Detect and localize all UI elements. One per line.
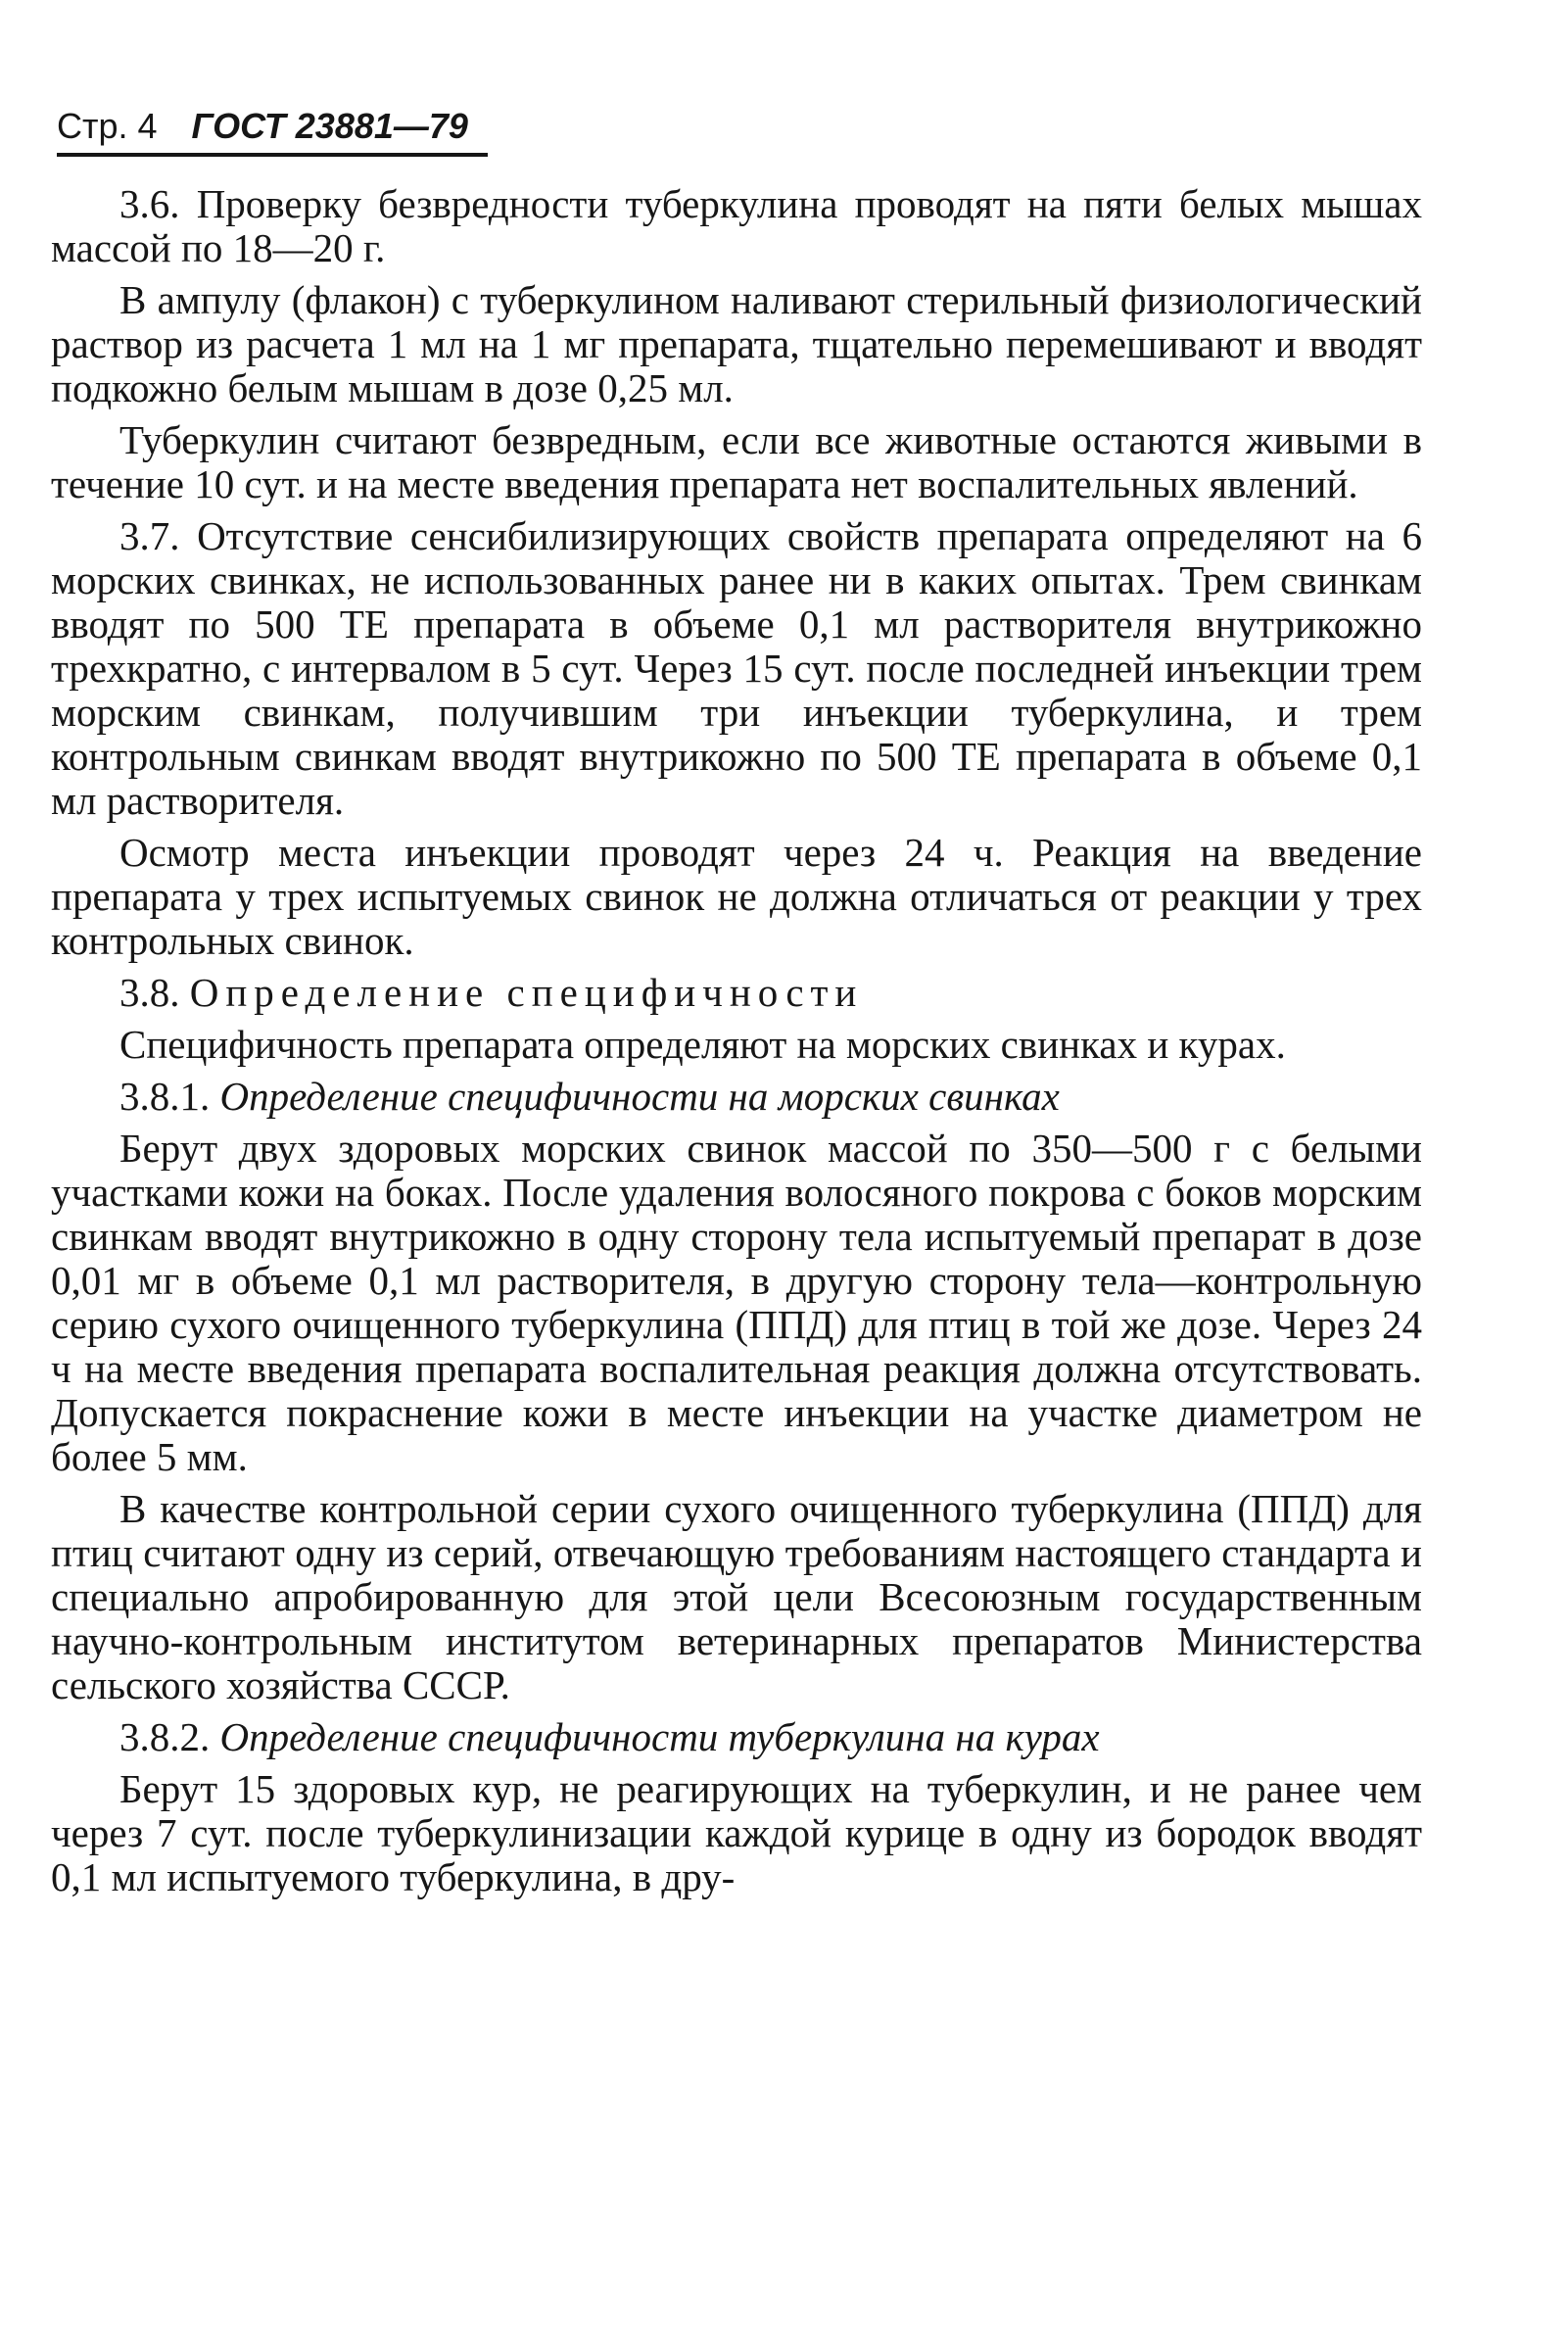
paragraph-3-8: Специфичность препарата определяют на морских свинках и курах. (119, 1022, 1286, 1067)
document-body (51, 182, 1422, 1899)
section-3-8-2-title: Определение специфичности туберкулина на курах (219, 1714, 1100, 1759)
paragraph-inspection: Осмотр места инъекции проводят через 24 ч. Реакция на введение препарата у трех испытуемых свинок не должна отличаться от реакции у трех контрольных свинок. (51, 830, 1422, 963)
section-3-8-1-heading (51, 1075, 1422, 1119)
page-header (57, 106, 468, 147)
section-3-8-number: 3.8. (119, 970, 180, 1015)
paragraph-control-series: В качестве контрольной серии сухого очищенного туберкулина (ППД) для птиц считают одну из серий, отвечающую требованиям настоящего стандарта и специально апробированную для этой цели Всесоюзным государственным научно-контрольным институтом ветеринарных препаратов Министерства сельского хозяйства СССР. (51, 1486, 1422, 1707)
paragraph-3-7: 3.7. Отсутствие сенсибилизирующих свойств препарата определяют на 6 морских свинках, не использованных ранее ни в каких опытах. Трем свинкам вводят по 500 ТЕ препарата в объеме 0,1 мл растворителя внутрикожно трехкратно, с интервалом в 5 сут. Через 15 сут. после последней инъекции трем морским свинкам, получившим три инъекции туберкулина, и трем контрольным свинкам вводят внутрикожно по 500 ТЕ препарата в объеме 0,1 мл растворителя. (51, 513, 1422, 823)
paragraph-chickens: Берут 15 здоровых кур, не реагирующих на туберкулин, и не ранее чем через 7 сут. после туберкулинизации каждой курице в одну из бородок вводят 0,1 мл испытуемого туберкулина, в дру- (51, 1766, 1422, 1899)
paragraph-3-6: 3.6. Проверку безвредности туберкулина проводят на пяти белых мышах массой по 18—20 г. (51, 181, 1422, 270)
section-3-8-1-number: 3.8.1. (119, 1074, 211, 1119)
paragraph-ampoule: В ампулу (флакон) с туберкулином наливают стерильный физиологический раствор из расчета 1 мл на 1 мг препарата, тщательно перемешивают и вводят подкожно белым мышам в дозе 0,25 мл. (51, 277, 1422, 410)
paragraph-guinea-pigs: Берут двух здоровых морских свинок массой по 350—500 г с белыми участками кожи на боках. После удаления волосяного покрова с боков морским свинкам вводят внутрикожно в одну сторону тела испытуемый препарат в дозе 0,01 мг в объеме 0,1 мл растворителя, в другую сторону тела—контрольную серию сухого очищенного туберкулина (ППД) для птиц в той же дозе. Через 24 ч на месте введения препарата воспалительная реакция должна отсутствовать. Допускается покраснение кожи в месте инъекции на участке диаметром не более 5 мм. (51, 1126, 1422, 1479)
page-number: Стр. 4 (57, 106, 158, 146)
section-3-8-heading (51, 971, 1422, 1015)
header-rule (57, 153, 488, 157)
section-3-8-2-heading (51, 1715, 1422, 1759)
section-3-8-1-title: Определение специфичности на морских свинках (219, 1074, 1060, 1119)
standard-number: ГОСТ 23881—79 (191, 106, 468, 146)
paragraph-harmless: Туберкулин считают безвредным, если все животные остаются живыми в течение 10 сут. и на месте введения препарата нет воспалительных явлений. (51, 417, 1422, 506)
section-3-8-2-number: 3.8.2. (119, 1714, 211, 1759)
section-3-8-title: Определение специфичности (189, 970, 864, 1015)
